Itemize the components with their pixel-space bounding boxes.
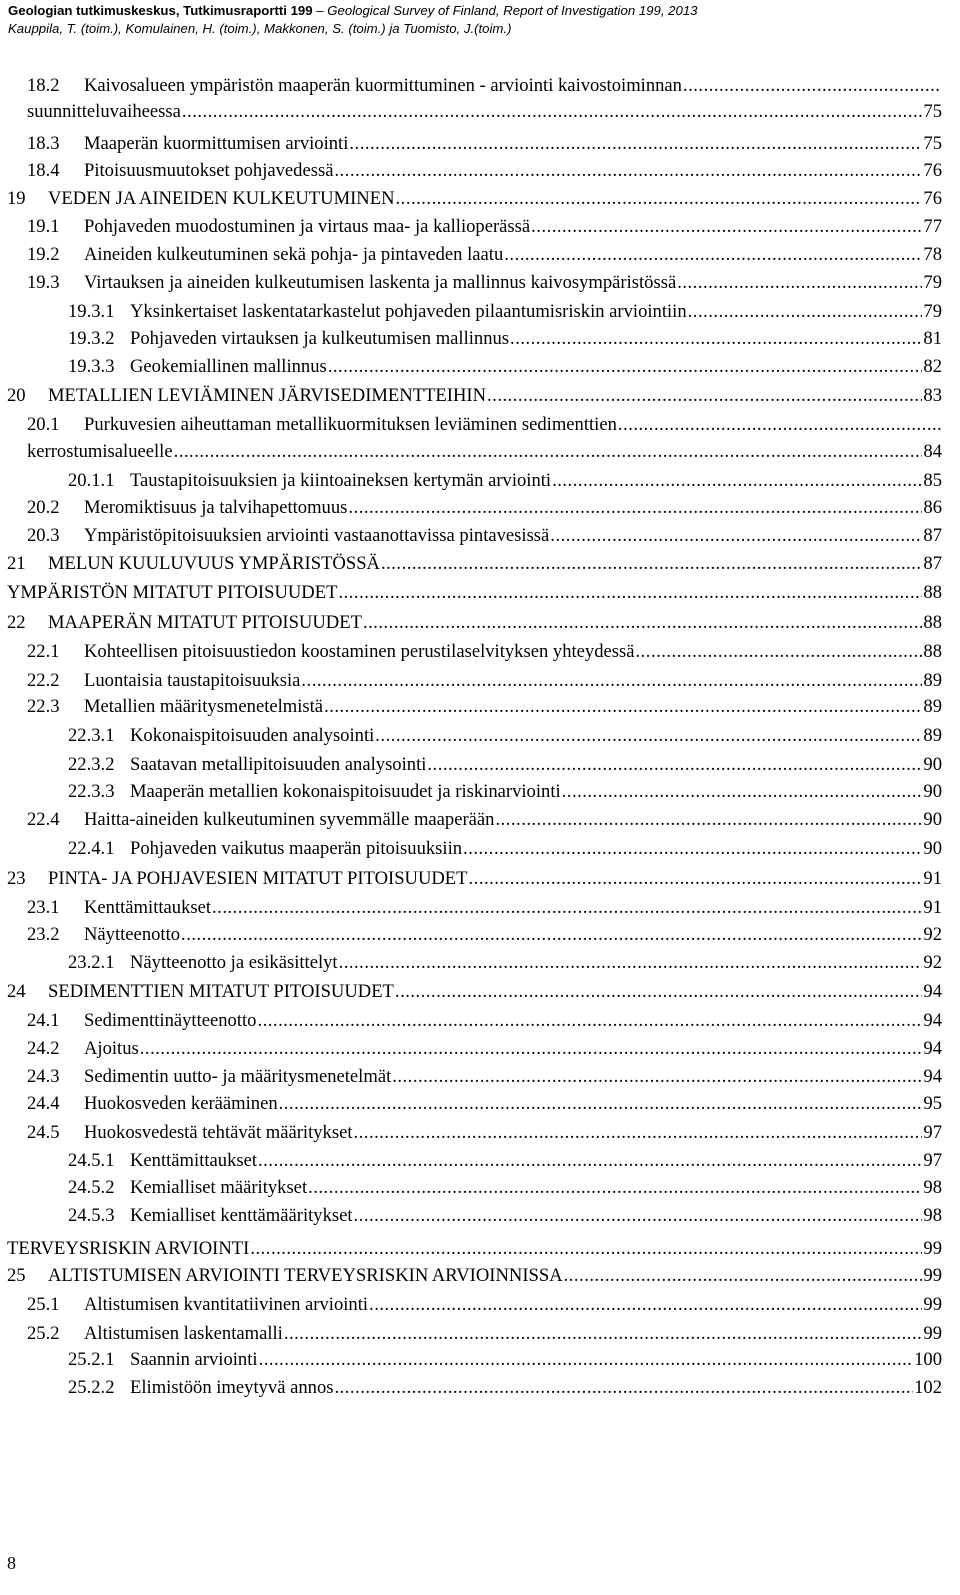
header-line-1	[8, 2, 948, 20]
toc-entry-number: 23.2.1	[68, 952, 115, 973]
toc-entry-title: Näytteenotto	[84, 924, 181, 945]
toc-entry-title: Ympäristöpitoisuuksien arviointi vastaanottavissa pintavesissä	[84, 525, 550, 546]
toc-entry-number: 23.1	[27, 897, 60, 918]
toc-entry-number: 22.4.1	[68, 838, 115, 859]
toc-entry-page: 94	[923, 1066, 942, 1087]
toc-entry-title: TERVEYSRISKIN ARVIOINTI	[7, 1238, 250, 1259]
toc-dot-leader	[250, 1238, 922, 1260]
toc-dot-leader	[348, 497, 922, 519]
toc-entry-page: 87	[923, 553, 942, 574]
toc-entry-title: Haitta-aineiden kulkeutuminen syvemmälle maaperään	[84, 809, 495, 830]
toc-dot-leader	[636, 641, 923, 663]
toc-dot-leader	[363, 612, 922, 634]
toc-dot-leader	[181, 924, 922, 946]
toc-entry-page: 87	[923, 525, 942, 546]
toc-dot-leader	[395, 981, 922, 1003]
header-publisher: Geologian tutkimuskeskus, Tutkimusraportti 199	[8, 3, 313, 18]
toc-entry-number: 18.4	[27, 160, 60, 181]
toc-entry-title: Meromiktisuus ja talvihapettomuus	[84, 497, 348, 518]
toc-entry-title: kerrostumisalueelle	[27, 441, 173, 462]
toc-entry-title: Kemialliset määritykset	[130, 1177, 308, 1198]
toc-entry-number: 22.2	[27, 670, 60, 691]
toc-entry-page: 98	[923, 1205, 942, 1226]
toc-entry-page: 90	[923, 838, 942, 859]
toc-entry-page: 95	[923, 1093, 942, 1114]
toc-dot-leader	[531, 216, 922, 238]
header-separator: –	[312, 3, 328, 18]
toc-dot-leader	[334, 1377, 913, 1399]
toc-entry-title: Kemialliset kenttämääritykset	[130, 1205, 353, 1226]
toc-entry-title: Metallien määritysmenetelmistä	[84, 696, 324, 717]
toc-dot-leader	[381, 553, 922, 575]
toc-entry-title: Sedimenttinäytteenotto	[84, 1010, 257, 1031]
toc-entry-title: Virtauksen ja aineiden kulkeutumisen laskenta ja mallinnus kaivosympäristössä	[84, 272, 677, 293]
toc-entry-number: 22.1	[27, 641, 60, 662]
toc-entry-page: 94	[923, 1010, 942, 1031]
toc-entry-number: 22	[7, 612, 26, 633]
toc-entry-number: 19.3.3	[68, 356, 115, 377]
toc-entry-page: 89	[923, 725, 942, 746]
toc-entry-title: Huokosvedestä tehtävät määritykset	[84, 1122, 353, 1143]
toc-entry-title: Kohteellisen pitoisuustiedon koostaminen perustilaselvityksen yhteydessä	[84, 641, 635, 662]
toc-entry-number: 23.2	[27, 924, 60, 945]
toc-entry-number: 19.1	[27, 216, 60, 237]
toc-entry-number: 24.5.2	[68, 1177, 115, 1198]
toc-dot-leader	[463, 838, 922, 860]
toc-entry-title: Aineiden kulkeutuminen sekä pohja- ja pintaveden laatu	[84, 244, 504, 265]
toc-entry-title: Sedimentin uutto- ja määritysmenetelmät	[84, 1066, 392, 1087]
toc-dot-leader	[257, 1010, 922, 1032]
toc-entry-number: 24.4	[27, 1093, 60, 1114]
toc-entry-page: 102	[914, 1377, 942, 1398]
toc-entry-title: METALLIEN LEVIÄMINEN JÄRVISEDIMENTTEIHIN	[48, 385, 487, 406]
toc-dot-leader	[375, 725, 922, 747]
toc-entry-page: 77	[923, 216, 942, 237]
toc-entry-page: 91	[923, 897, 942, 918]
toc-entry-title: MAAPERÄN MITATUT PITOISUUDET	[48, 612, 362, 633]
toc-entry-page: 75	[923, 101, 942, 122]
toc-entry-number: 19.3.2	[68, 328, 115, 349]
toc-entry-number: 20.1	[27, 414, 60, 435]
toc-entry-title: Maaperän kuormittumisen arviointi	[84, 133, 349, 154]
toc-entry-number: 19	[7, 188, 26, 209]
toc-entry-title: Kokonaispitoisuuden analysointi	[130, 725, 375, 746]
toc-entry-number: 23	[7, 868, 26, 889]
toc-entry-title: VEDEN JA AINEIDEN KULKEUTUMINEN	[48, 188, 395, 209]
toc-entry-title: Elimistöön imeytyvä annos	[130, 1377, 334, 1398]
toc-entry-title: MELUN KUULUVUUS YMPÄRISTÖSSÄ	[48, 553, 380, 574]
toc-entry-page: 90	[923, 809, 942, 830]
toc-dot-leader	[140, 1038, 923, 1060]
toc-dot-leader	[427, 754, 922, 776]
toc-entry-page: 78	[923, 244, 942, 265]
toc-entry-number: 20.3	[27, 525, 60, 546]
header-line-2: Kauppila, T. (toim.), Komulainen, H. (toim.), Makkonen, S. (toim.) ja Tuomisto, J.(toim.)	[8, 21, 512, 36]
toc-entry-title: ALTISTUMISEN ARVIOINTI TERVEYSRISKIN ARVIOINNISSA	[48, 1265, 563, 1286]
toc-entry-number: 19.3	[27, 272, 60, 293]
toc-dot-leader	[688, 301, 923, 323]
toc-dot-leader	[510, 328, 922, 350]
toc-entry-page: 79	[923, 301, 942, 322]
toc-entry-page: 75	[923, 133, 942, 154]
toc-entry-title: Kenttämittaukset	[130, 1150, 258, 1171]
toc-entry-number: 22.3.3	[68, 781, 115, 802]
toc-entry-number: 18.3	[27, 133, 60, 154]
toc-entry-title: Maaperän metallien kokonaispitoisuudet ja riskinarviointi	[130, 781, 561, 802]
toc-dot-leader	[564, 1265, 923, 1287]
toc-entry-page: 81	[923, 328, 942, 349]
toc-entry-number: 25.2	[27, 1323, 60, 1344]
toc-entry-number: 20.1.1	[68, 470, 115, 491]
toc-entry-title: YMPÄRISTÖN MITATUT PITOISUUDET	[7, 582, 338, 603]
toc-dot-leader	[504, 244, 922, 266]
toc-entry-title: Altistumisen laskentamalli	[84, 1323, 283, 1344]
toc-entry-number: 24.5.3	[68, 1205, 115, 1226]
toc-entry-title: Saannin arviointi	[130, 1349, 258, 1370]
toc-entry-page: 99	[923, 1294, 942, 1315]
toc-entry-title: Pohjaveden muodostuminen ja virtaus maa- ja kallioperässä	[84, 216, 531, 237]
toc-dot-leader	[469, 868, 923, 890]
toc-entry-page: 92	[923, 952, 942, 973]
toc-entry-number: 22.3.1	[68, 725, 115, 746]
toc-entry-page: 89	[923, 696, 942, 717]
toc-entry-page: 98	[923, 1177, 942, 1198]
toc-entry-page: 88	[923, 612, 942, 633]
toc-dot-leader	[308, 1177, 922, 1199]
toc-entry-title: Kenttämittaukset	[84, 897, 212, 918]
toc-entry-page: 88	[923, 641, 942, 662]
toc-dot-leader	[324, 696, 922, 718]
toc-dot-leader	[338, 582, 922, 604]
toc-dot-leader	[258, 1150, 922, 1172]
toc-entry-number: 24.5	[27, 1122, 60, 1143]
running-header	[8, 2, 948, 38]
toc-entry-page: 89	[923, 670, 942, 691]
toc-entry-number: 25	[7, 1265, 26, 1286]
toc-entry-number: 22.3.2	[68, 754, 115, 775]
toc-entry-page: 83	[923, 385, 942, 406]
toc-entry-page: 88	[923, 582, 942, 603]
toc-entry-title: Kaivosalueen ympäristön maaperän kuormittuminen - arviointi kaivostoiminnan	[84, 75, 682, 96]
toc-entry-title: Saatavan metallipitoisuuden analysointi	[130, 754, 427, 775]
toc-entry-page: 76	[923, 160, 942, 181]
toc-entry-page: 90	[923, 781, 942, 802]
toc-entry-title: Ajoitus	[84, 1038, 139, 1059]
toc-entry-title: Taustapitoisuuksien ja kiintoaineksen kertymän arviointi	[130, 470, 552, 491]
toc-entry-number: 24.2	[27, 1038, 60, 1059]
page-number: 8	[7, 1553, 16, 1573]
toc-entry-title: Näytteenotto ja esikäsittelyt	[130, 952, 338, 973]
toc-entry-page: 94	[923, 1038, 942, 1059]
toc-entry-title: Altistumisen kvantitatiivinen arviointi	[84, 1294, 369, 1315]
toc-entry-title: Purkuvesien aiheuttaman metallikuormituksen leviäminen sedimenttien	[84, 414, 617, 435]
toc-entry-page: 97	[923, 1122, 942, 1143]
toc-entry-title: Yksinkertaiset laskentatarkastelut pohjaveden pilaantumisriskin arviointiin	[130, 301, 687, 322]
toc-dot-leader	[212, 897, 922, 919]
toc-entry-title: PINTA- JA POHJAVESIEN MITATUT PITOISUUDET	[48, 868, 468, 889]
toc-entry-number: 25.1	[27, 1294, 60, 1315]
toc-entry-number: 20	[7, 385, 26, 406]
toc-dot-leader	[301, 670, 922, 692]
toc-entry-page: 86	[923, 497, 942, 518]
toc-entry-page: 90	[923, 754, 942, 775]
toc-entry-number: 22.4	[27, 809, 60, 830]
toc-dot-leader	[562, 781, 923, 803]
toc-entry-number: 24.5.1	[68, 1150, 115, 1171]
toc-entry-page: 84	[923, 441, 942, 462]
toc-entry-page: 91	[923, 868, 942, 889]
toc-entry-title: Pitoisuusmuutokset pohjavedessä	[84, 160, 334, 181]
toc-dot-leader	[550, 525, 922, 547]
toc-entry-page: 100	[914, 1349, 942, 1370]
toc-entry-page: 97	[923, 1150, 942, 1171]
header-english-title: Geological Survey of Finland, Report of Investigation 199, 2013	[327, 3, 698, 18]
toc-dot-leader	[552, 470, 922, 492]
toc-dot-leader	[339, 952, 923, 974]
toc-entry-page: 82	[923, 356, 942, 377]
toc-dot-leader	[334, 160, 922, 182]
toc-entry-title: Geokemiallinen mallinnus	[130, 356, 327, 377]
toc-entry-page: 92	[923, 924, 942, 945]
toc-entry-title: Pohjaveden vaikutus maaperän pitoisuuksiin	[130, 838, 463, 859]
toc-entry-title: suunnitteluvaiheessa	[27, 101, 181, 122]
toc-entry-page: 94	[923, 981, 942, 1002]
toc-dot-leader	[392, 1066, 922, 1088]
toc-dot-leader	[618, 414, 941, 436]
toc-entry-number: 21	[7, 553, 26, 574]
toc-dot-leader	[354, 1205, 923, 1227]
toc-dot-leader	[683, 75, 941, 97]
toc-dot-leader	[259, 1349, 914, 1371]
toc-dot-leader	[284, 1323, 923, 1345]
toc-entry-title: Pohjaveden virtauksen ja kulkeutumisen mallinnus	[130, 328, 510, 349]
toc-dot-leader	[279, 1093, 923, 1115]
toc-entry-page: 99	[923, 1323, 942, 1344]
toc-entry-number: 24.3	[27, 1066, 60, 1087]
toc-dot-leader	[495, 809, 922, 831]
toc-entry-number: 19.2	[27, 244, 60, 265]
toc-entry-page: 76	[923, 188, 942, 209]
toc-entry-number: 24.1	[27, 1010, 60, 1031]
toc-entry-number: 25.2.2	[68, 1377, 115, 1398]
toc-entry-title: Huokosveden kerääminen	[84, 1093, 278, 1114]
toc-dot-leader	[487, 385, 922, 407]
toc-dot-leader	[349, 133, 922, 155]
toc-entry-page: 85	[923, 470, 942, 491]
toc-entry-title: SEDIMENTTIEN MITATUT PITOISUUDET	[48, 981, 394, 1002]
toc-dot-leader	[328, 356, 923, 378]
toc-entry-title: Luontaisia taustapitoisuuksia	[84, 670, 301, 691]
toc-entry-number: 19.3.1	[68, 301, 115, 322]
toc-entry-number: 25.2.1	[68, 1349, 115, 1370]
toc-entry-number: 20.2	[27, 497, 60, 518]
toc-entry-page: 79	[923, 272, 942, 293]
toc-entry-number: 18.2	[27, 75, 60, 96]
toc-dot-leader	[369, 1294, 922, 1316]
toc-dot-leader	[174, 441, 923, 463]
toc-dot-leader	[182, 101, 923, 123]
toc-entry-number: 24	[7, 981, 26, 1002]
toc-entry-number: 22.3	[27, 696, 60, 717]
toc-dot-leader	[354, 1122, 923, 1144]
toc-entry-page: 99	[923, 1265, 942, 1286]
toc-dot-leader	[396, 188, 923, 210]
toc-dot-leader	[677, 272, 922, 294]
toc-entry-page: 99	[923, 1238, 942, 1259]
